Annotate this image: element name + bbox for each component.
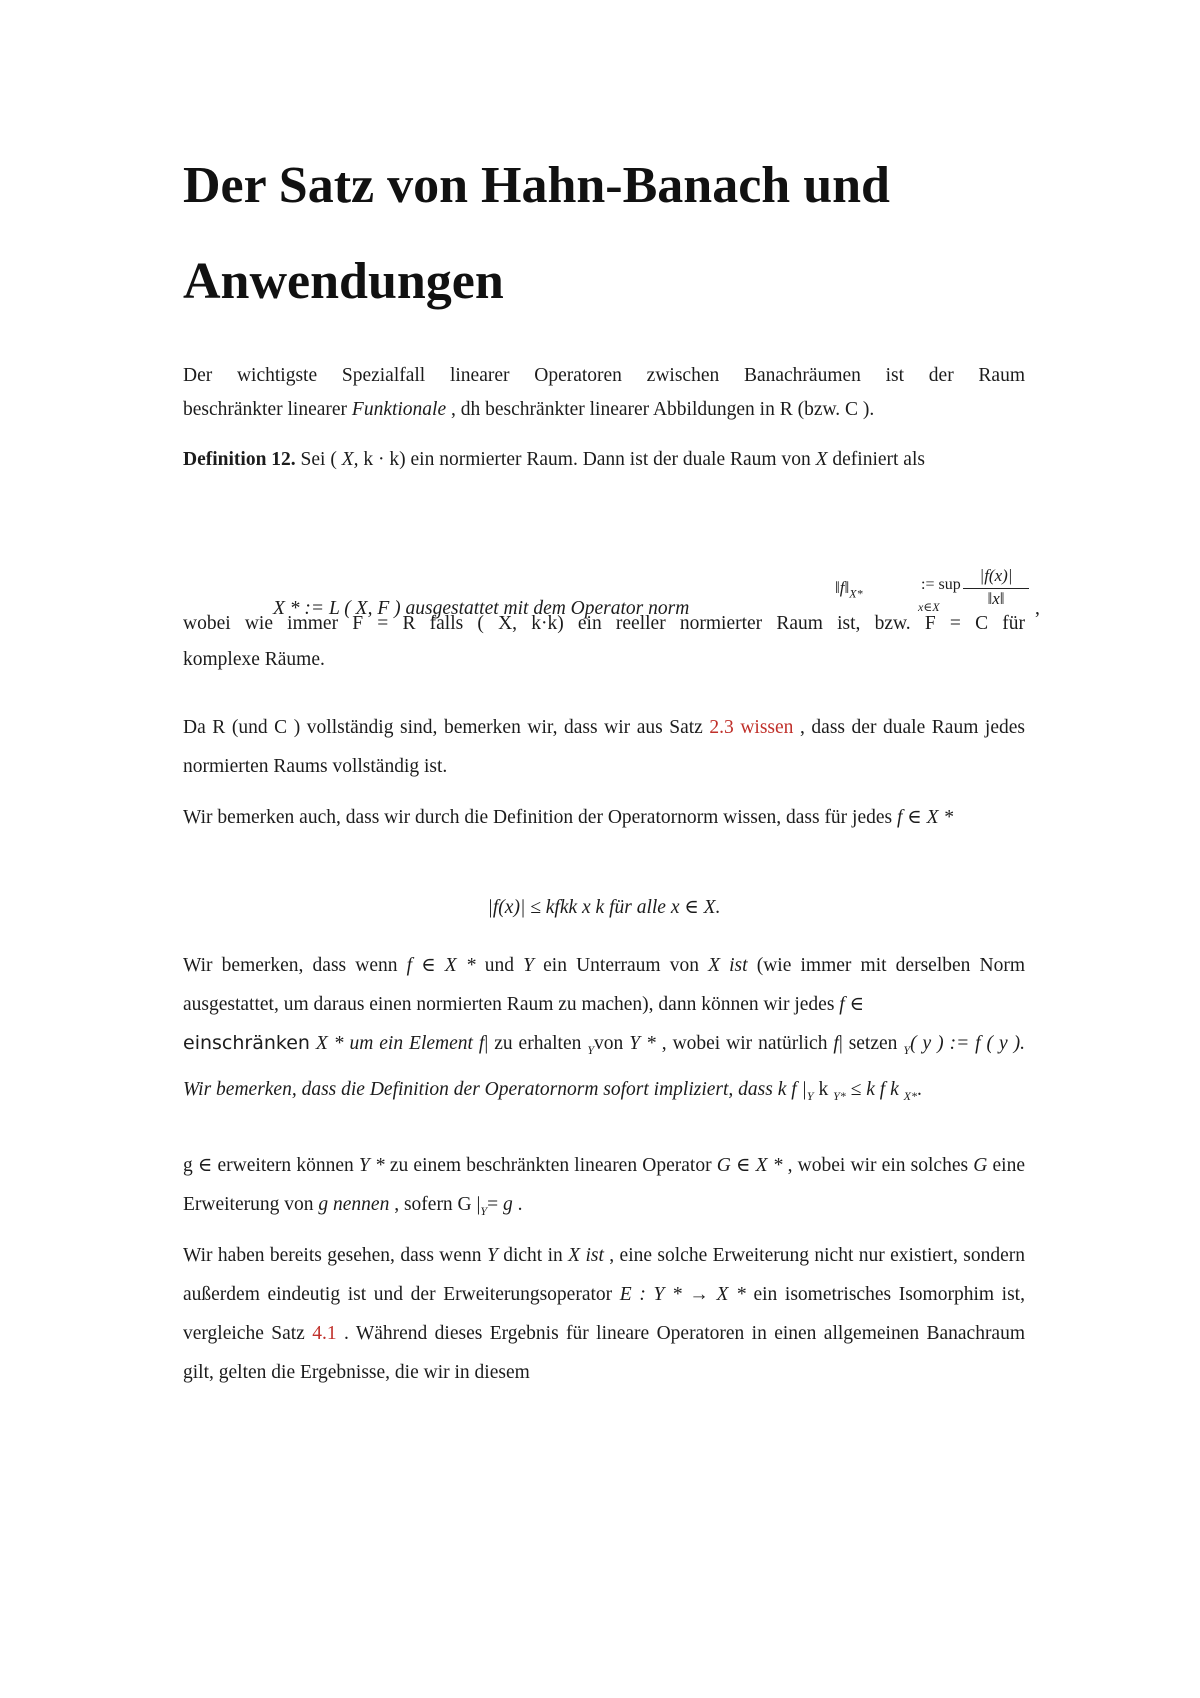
paragraph-isomorphismus: Wir haben bereits gesehen, dass wenn Y dicht in X ist , eine solche Erweiterung nicht nur existiert, sondern außerdem eindeutig ist und der Erweiterungsoperator E : Y * → X * ein isometrisches Isomorphim ist, vergleiche Satz 4.1 . Während dieses Ergebnis für lineare Operatoren in einen allgemeinen Banachraum gilt, gelten die Ergebnisse, die wir in diesem — [183, 1245, 1026, 1383]
intro-line-1: Der wichtigste Spezialfall linearer Operatoren zwischen Banachräumen ist der Raum — [183, 365, 1025, 386]
formula-fraction: $\frac{|f(x)|}{‖x‖}$ — [963, 566, 1029, 609]
dual-space-formula: X * := L ( X, F ) ausgestattet mit dem Operator norm $‖f‖_{X*}$ := sup x∈X $\frac{|f(x)|}{‖x‖}$ , — [273, 566, 1040, 619]
paragraph-unterraum: Wir bemerken, dass wenn f ∈ X * und Y ein Unterraum von X ist (wie immer mit derselben Norm ausgestattet, um daraus einen normierten Raum zu machen), dann können wir jedes f ∈ einschränken X * um ein Element f| zu erhalten $_Y$von Y * , wobei wir natürlich f| setzen $_Y$( y ) := f ( y ). Wir bemerken, dass die Definition der Operatornorm sofort impliziert, dass k f $|_Y$ k $_{Y*}$ ≤ k f k $_{X*}$. — [183, 955, 1026, 1103]
definition-label: Definition 12. — [183, 449, 296, 470]
paragraph-vollstaendig: Da R (und C ) vollständig sind, bemerken wir, dass wir aus Satz 2.3 wissen , dass der duale Raum jedes normierten Raums vollständig ist. — [183, 717, 1025, 777]
paragraph-operatornorm: Wir bemerken auch, dass wir durch die Definition der Operatornorm wissen, dass für jedes f ∈ X * — [183, 807, 954, 828]
term-funktionale: Funktionale — [351, 399, 447, 420]
definition-12: Definition 12. Sei ( X, k · k) ein normierter Raum. Dann ist der duale Raum von X definiert als — [183, 449, 925, 470]
link-satz-2-3[interactable]: 2.3 wissen — [709, 717, 794, 738]
link-satz-4-1[interactable]: 4.1 — [312, 1323, 337, 1344]
inequality: |f(x)| ≤ kfkk x k für alle x ∈ X. — [487, 897, 721, 918]
wobei-line-2: komplexe Räume. — [183, 649, 325, 670]
intro-line-2: beschränkter linearer Funktionale , dh beschränkter linearer Abbildungen in R (bzw. C ). — [183, 399, 875, 420]
formula-norm: $‖f‖_{X*}$ — [835, 578, 863, 601]
wobei-line-1: wobei wie immer F = R falls ( X, k·k) ein reeller normierter Raum ist, bzw. F = C für — [183, 613, 1025, 634]
formula-sup-index: x∈X — [918, 600, 940, 614]
formula-lhs: X * := L ( X, F ) ausgestattet mit dem Operator norm — [273, 598, 690, 619]
paragraph-erweiterung: g ∈ erweitern können Y * zu einem beschränkten linearen Operator G ∈ X * , wobei wir ein solches G eine Erweiterung von g nennen , sofern G $|_Y= g$ . — [183, 1155, 1025, 1218]
formula-sup: := sup — [921, 576, 961, 593]
page-title: Der Satz von Hahn-Banach und Anwendungen — [183, 157, 890, 310]
